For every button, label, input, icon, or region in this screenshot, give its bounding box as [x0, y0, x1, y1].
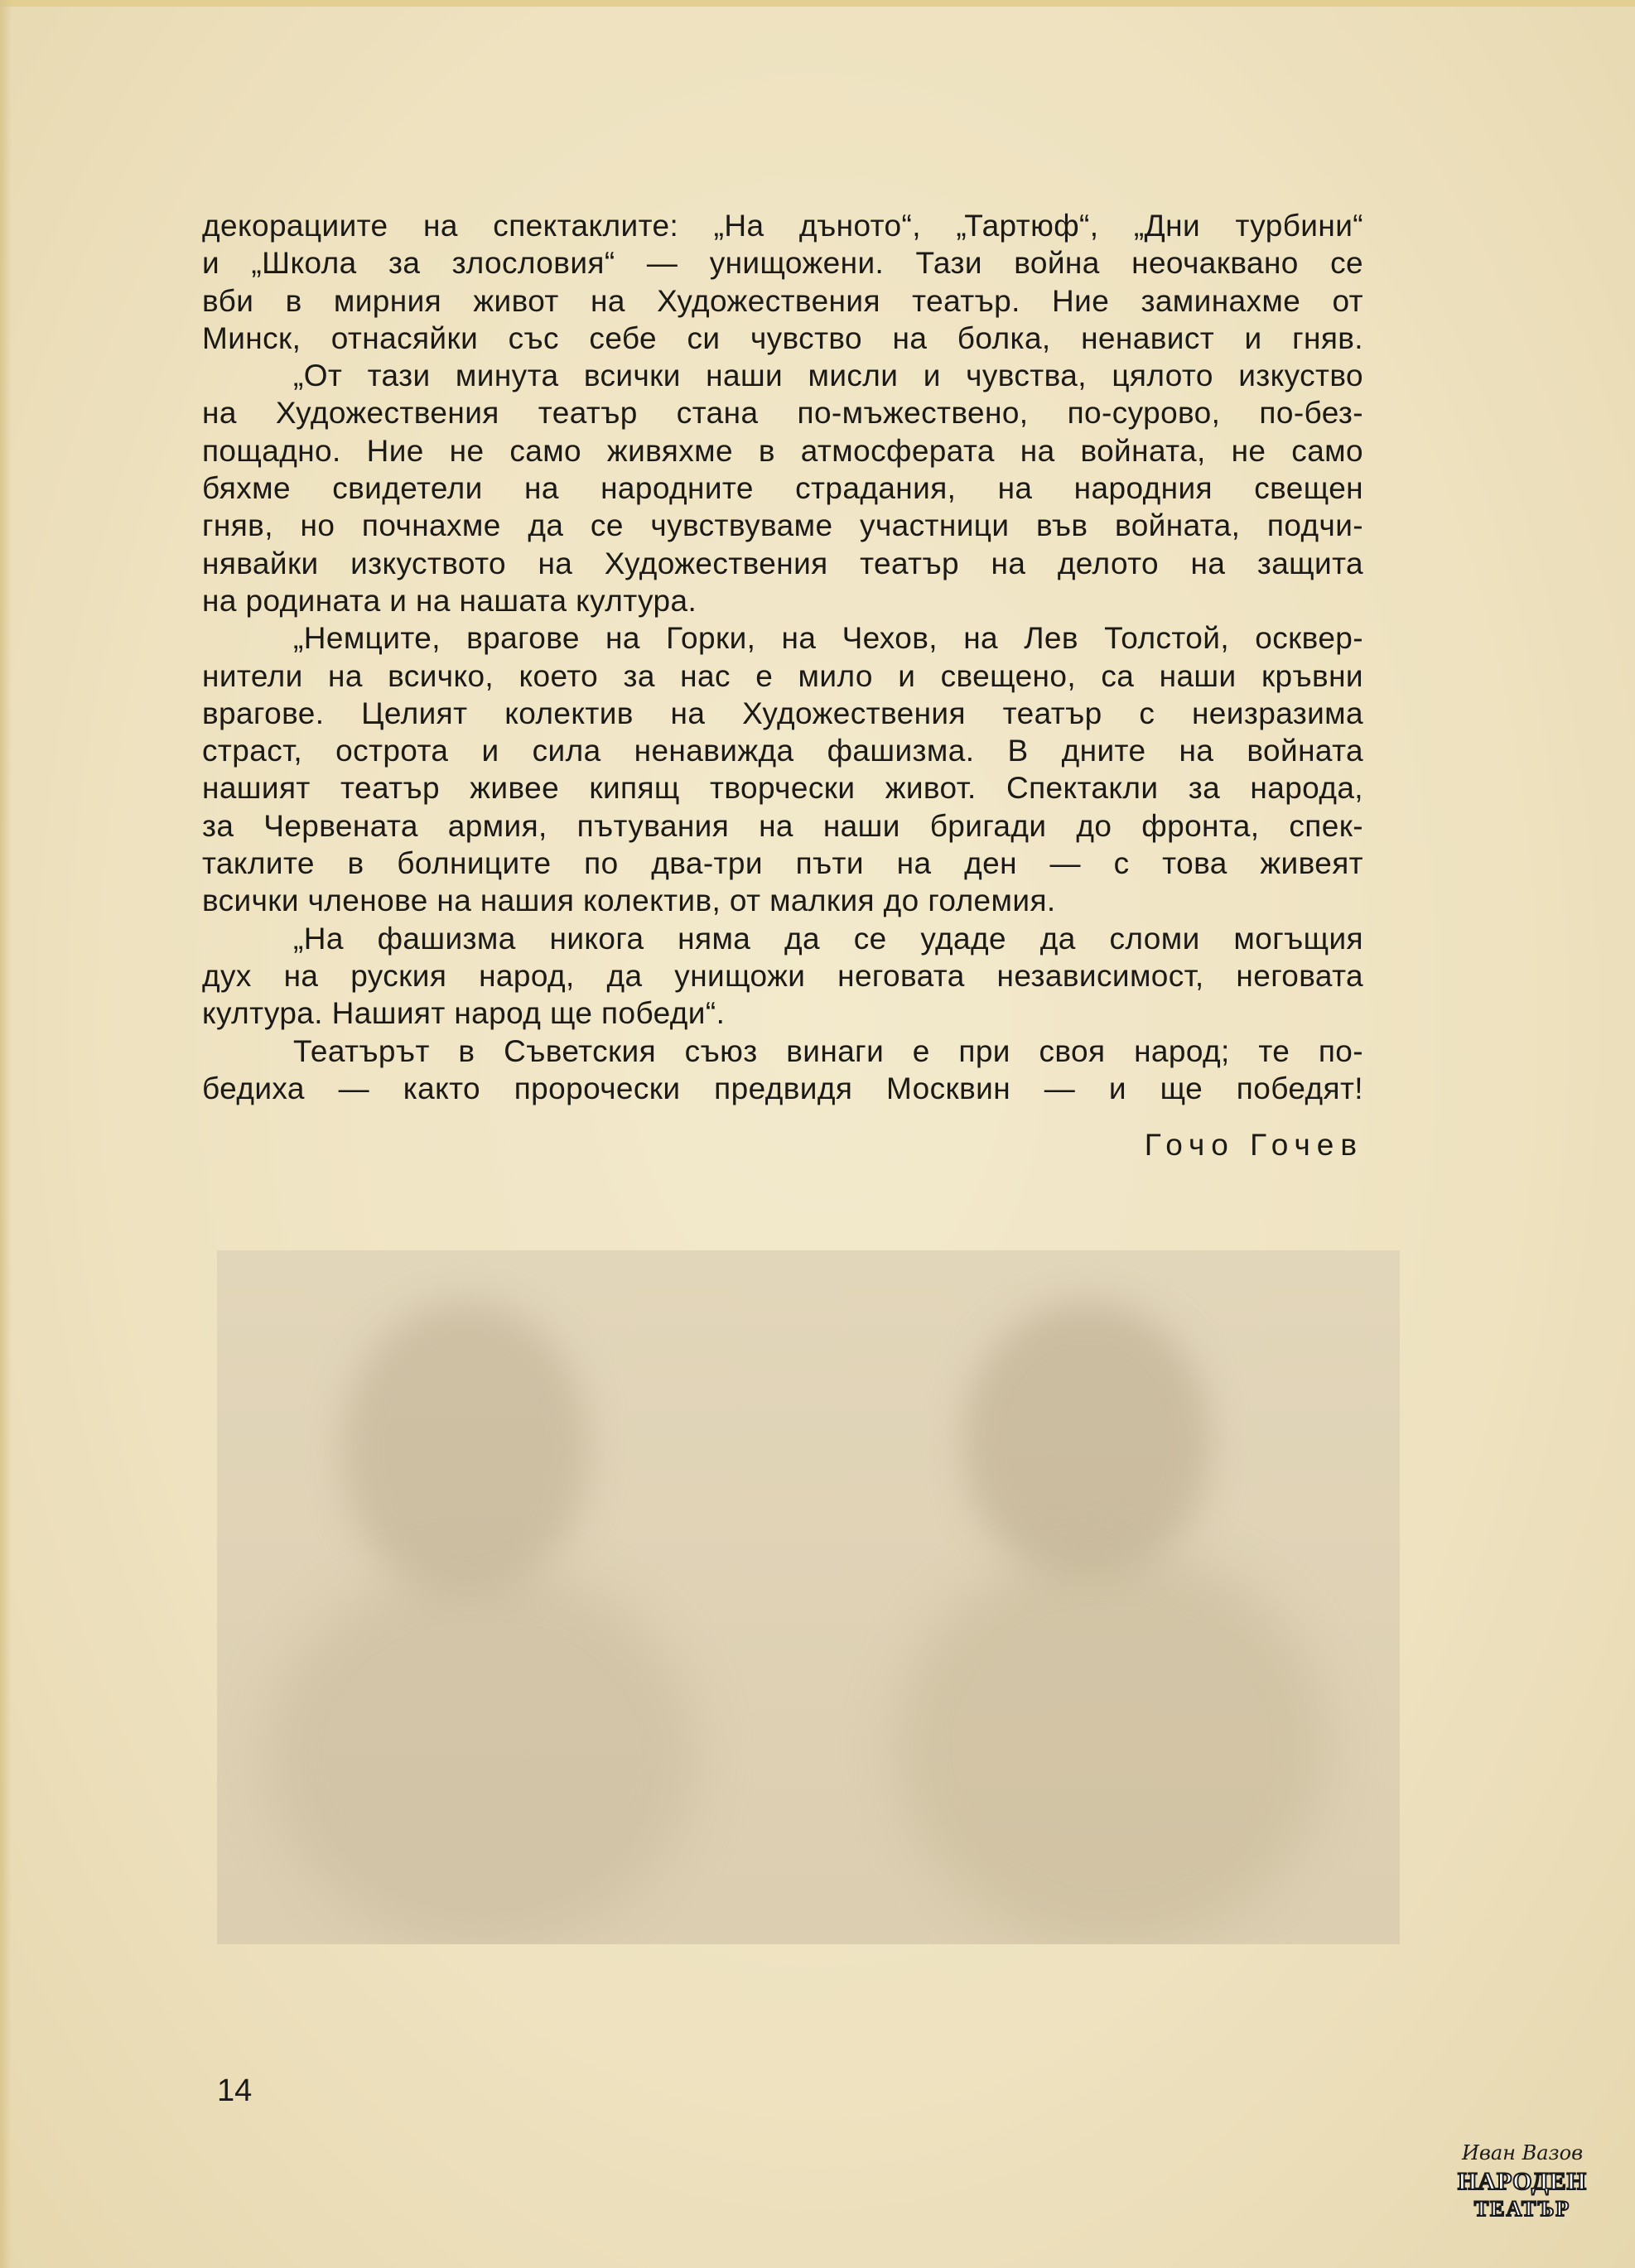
- paragraph-1: [202, 207, 1363, 357]
- text-line: Театърът в Съветския съюз винаги е при своя народ; те по-: [293, 1033, 1363, 1068]
- text-line: и „Школа за злословия“ — унищожени. Тази война неочаквано се: [202, 246, 1363, 281]
- faded-photo: [217, 1250, 1400, 1944]
- text-line: пощадно. Ние не само живяхме в атмосферата на войната, не само: [202, 433, 1363, 468]
- paper-top-edge: [0, 0, 1635, 7]
- text-line: „От тази минута всички наши мисли и чувства, цялото изкуство: [293, 359, 1363, 393]
- text-line: за Червената армия, пътувания на наши бригади до фронта, спек-: [202, 808, 1363, 843]
- text-line: декорациите на спектаклите: „На дъното“, „Тартюф“, „Дни турбини“: [202, 209, 1363, 243]
- text-line: „Немците, врагове на Горки, на Чехов, на Лев Толстой, осквер-: [293, 621, 1363, 656]
- paper-left-edge: [0, 0, 12, 2268]
- photo-figure-right-head: [962, 1300, 1211, 1582]
- text-line: вби в мирния живот на Художествения театър. Ние заминахме от: [202, 283, 1363, 318]
- text-line: култура. Нашият народ ще победи“.: [202, 996, 726, 1031]
- logo-line-2: ТЕАТЪР: [1473, 2197, 1571, 2221]
- photo-figure-left-head: [341, 1300, 590, 1598]
- text-line: бяхме свидетели на народните страдания, на народния свещен: [202, 471, 1363, 506]
- text-line: нители на всичко, което за нас е мило и свещено, са наши кръвни: [202, 658, 1363, 693]
- text-line: страст, острота и сила ненавижда фашизма. В дните на войната: [202, 734, 1363, 768]
- text-line: гняв, но почнахме да се чувствуваме участници във войната, подчи-: [202, 508, 1363, 543]
- photo-figure-left-body: [267, 1565, 697, 1944]
- text-line: бедиха — както пророчески предвидя Москвин — и ще победят!: [202, 1071, 1363, 1105]
- text-line: врагове. Целият колектив на Художествения театър с неизразима: [202, 696, 1363, 730]
- text-line: таклите в болниците по два-три пъти на ден — с това живеят: [202, 846, 1363, 881]
- logo-line-1: НАРОДЕН: [1458, 2168, 1587, 2195]
- text-line: Минск, отнасяйки със себе си чувство на болка, ненавист и гняв.: [202, 320, 1363, 355]
- text-line: „На фашизма никога няма да се удаде да сломи могъщия: [293, 921, 1363, 956]
- text-line: на Художествения театър стана по-мъжествено, по-сурово, по-без-: [202, 396, 1363, 431]
- text-line: всички членове на нашия колектив, от малкия до големия.: [202, 884, 1056, 918]
- logo-signature: Иван Вазов: [1461, 2141, 1584, 2164]
- paragraph-2: [202, 357, 1363, 619]
- text-line: на родината и на нашата култура.: [202, 583, 697, 618]
- text-line: нявайки изкуството на Художествения театър на делото на защита: [202, 546, 1363, 580]
- paragraph-3: [202, 619, 1363, 919]
- paragraph-4: [202, 920, 1363, 1033]
- national-theatre-logo: [1448, 2135, 1597, 2226]
- paragraph-5: [202, 1033, 1363, 1108]
- author-signature: Гочо Гочев: [1144, 1128, 1363, 1162]
- photo-figure-right-body: [896, 1548, 1327, 1944]
- text-line: нашият театър живее кипящ творчески живот. Спектакли за народа,: [202, 771, 1363, 806]
- text-line: дух на руския народ, да унищожи неговата независимост, неговата: [202, 958, 1363, 993]
- page-number: 14: [217, 2073, 253, 2108]
- article-text: [202, 207, 1363, 1107]
